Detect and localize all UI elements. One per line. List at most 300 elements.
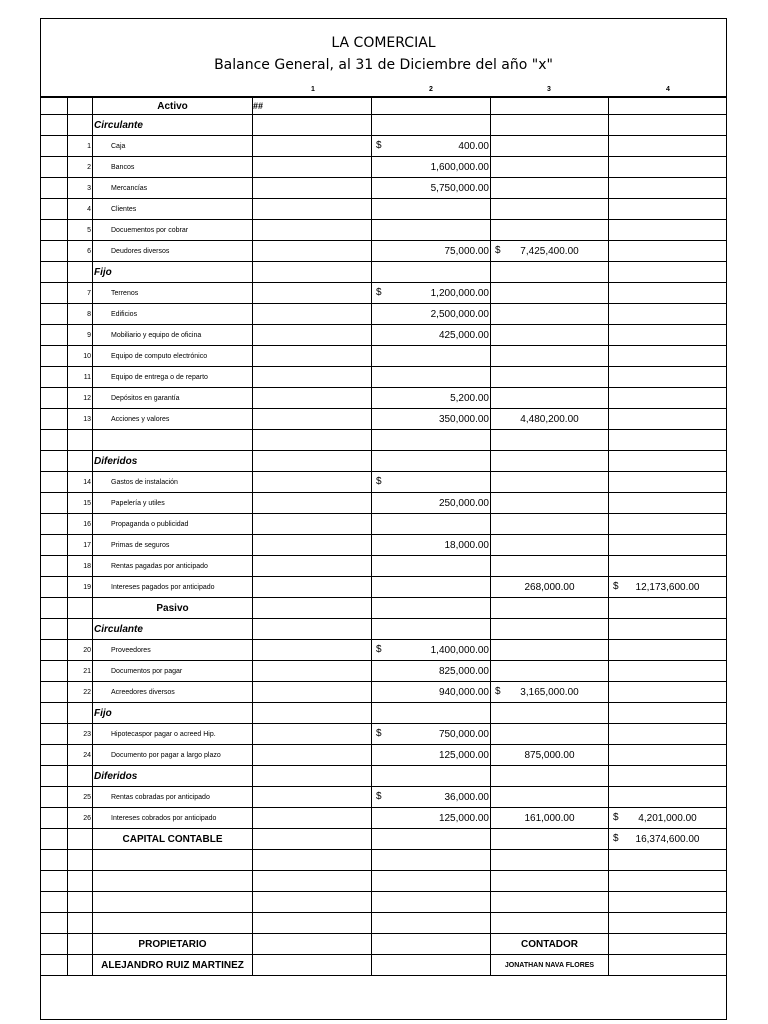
amount-cell: [491, 220, 609, 241]
amount-value: 2,500,000.00: [430, 308, 489, 320]
table-row: [41, 220, 727, 241]
cell: [41, 115, 68, 136]
row-number: 7: [68, 283, 93, 304]
table-row: [41, 136, 727, 157]
table-row: [41, 241, 727, 262]
cell: [93, 913, 253, 934]
cell: [253, 556, 372, 577]
account-name: Depósitos en garantía: [93, 388, 253, 409]
amount-cell: [609, 178, 727, 199]
cell: [41, 535, 68, 556]
amount-cell: [372, 787, 491, 808]
amount-cell: [609, 787, 727, 808]
title-row: [41, 598, 727, 619]
row-number: 8: [68, 304, 93, 325]
cell: [41, 829, 68, 850]
amount-value: 875,000.00: [524, 749, 575, 761]
table-row: [41, 157, 727, 178]
cell: [253, 955, 372, 976]
section-row: [41, 619, 727, 640]
amount-value: 350,000.00: [438, 413, 489, 425]
cell: [372, 598, 491, 619]
cell: [253, 115, 372, 136]
cell: [41, 808, 68, 829]
table-row: [41, 325, 727, 346]
amount-cell: [491, 514, 609, 535]
cell: [253, 703, 372, 724]
amount-cell: [491, 556, 609, 577]
table-row: [41, 409, 727, 430]
section-row: [41, 262, 727, 283]
cell: [609, 619, 727, 640]
cell: [41, 598, 68, 619]
amount-cell: [372, 199, 491, 220]
cell: [93, 430, 253, 451]
amount-cell: [491, 724, 609, 745]
cell: [253, 241, 372, 262]
amount-cell: [491, 241, 609, 262]
cell: [41, 472, 68, 493]
amount-cell: [491, 388, 609, 409]
table-row: [41, 493, 727, 514]
table-row: [41, 388, 727, 409]
cell: [41, 346, 68, 367]
row-number: 6: [68, 241, 93, 262]
amount-cell: [609, 514, 727, 535]
amount-cell: [372, 808, 491, 829]
amount-value: 16,374,600.00: [635, 833, 700, 845]
amount-cell: [491, 472, 609, 493]
cell: [253, 640, 372, 661]
cell: [253, 577, 372, 598]
cell: [253, 346, 372, 367]
amount-cell: [609, 304, 727, 325]
cell: [372, 871, 491, 892]
dollar-sign: $: [613, 833, 619, 844]
amount-cell: [491, 283, 609, 304]
table-row: [41, 661, 727, 682]
table-row: [41, 535, 727, 556]
cell: [372, 619, 491, 640]
amount-value: 12,173,600.00: [635, 581, 700, 593]
cell: [41, 871, 68, 892]
amount-cell: [372, 745, 491, 766]
cell: [41, 97, 68, 115]
cell: [372, 115, 491, 136]
amount-cell: [491, 136, 609, 157]
column-number-2: 2: [429, 86, 433, 93]
cell: [372, 766, 491, 787]
cell: [491, 766, 609, 787]
cell: [41, 556, 68, 577]
cell: [253, 934, 372, 955]
table-row: [41, 304, 727, 325]
amount-cell: [609, 808, 727, 829]
cell: [253, 871, 372, 892]
cell: [253, 829, 372, 850]
cell: [372, 829, 491, 850]
amount-value: 18,000.00: [444, 539, 489, 551]
row-number: 2: [68, 157, 93, 178]
section-heading: Diferidos: [93, 766, 253, 787]
row-number: 14: [68, 472, 93, 493]
amount-cell: [609, 241, 727, 262]
table-row: [41, 367, 727, 388]
cell: [41, 703, 68, 724]
cell: [253, 220, 372, 241]
group-title: Pasivo: [93, 598, 253, 619]
cell: [68, 955, 93, 976]
cell: [609, 703, 727, 724]
amount-cell: [491, 745, 609, 766]
amount-cell: [609, 283, 727, 304]
cell: [253, 199, 372, 220]
cell: [253, 787, 372, 808]
cell: [253, 619, 372, 640]
amount-cell: [609, 682, 727, 703]
table-row: [41, 472, 727, 493]
cell: [372, 850, 491, 871]
dollar-sign: $: [495, 245, 501, 256]
amount-cell: [609, 367, 727, 388]
section-heading: Circulante: [93, 115, 253, 136]
amount-cell: [372, 535, 491, 556]
cell: [253, 766, 372, 787]
account-name: Acreedores diversos: [93, 682, 253, 703]
account-name: Caja: [93, 136, 253, 157]
amount-cell: [609, 493, 727, 514]
amount-cell: [491, 808, 609, 829]
amount-cell: [372, 241, 491, 262]
section-heading: Fijo: [93, 703, 253, 724]
amount-value: 36,000.00: [444, 791, 489, 803]
account-name: Deudores diversos: [93, 241, 253, 262]
dollar-sign: $: [376, 287, 382, 298]
blank-row: [41, 430, 727, 451]
row-number: 22: [68, 682, 93, 703]
cell: [253, 682, 372, 703]
cell: [491, 451, 609, 472]
row-number: 26: [68, 808, 93, 829]
cell: [253, 514, 372, 535]
row-number: 15: [68, 493, 93, 514]
amount-cell: [372, 472, 491, 493]
amount-value: 400.00: [458, 140, 489, 152]
amount-cell: [372, 178, 491, 199]
cell: [491, 598, 609, 619]
row-number: 3: [68, 178, 93, 199]
cell: [609, 913, 727, 934]
dollar-sign: $: [376, 644, 382, 655]
cell: [41, 430, 68, 451]
table-row: [41, 556, 727, 577]
cell: [93, 850, 253, 871]
cell: [41, 787, 68, 808]
cell: [68, 262, 93, 283]
cell: [253, 661, 372, 682]
amount-cell: [609, 220, 727, 241]
row-number: 9: [68, 325, 93, 346]
amount-cell: [372, 157, 491, 178]
cell: [68, 850, 93, 871]
cell: [68, 115, 93, 136]
amount-value: 125,000.00: [438, 749, 489, 761]
amount-cell: [491, 787, 609, 808]
balance-table: [40, 96, 727, 976]
amount-value: 1,600,000.00: [430, 161, 489, 173]
cell: [253, 892, 372, 913]
amount-value: 250,000.00: [438, 497, 489, 509]
cell: [491, 115, 609, 136]
cell: [253, 388, 372, 409]
account-name: Edificios: [93, 304, 253, 325]
cell: [372, 892, 491, 913]
table-row: [41, 577, 727, 598]
table-row: [41, 745, 727, 766]
amount-cell: [372, 493, 491, 514]
blank-row: [41, 871, 727, 892]
dollar-sign: $: [613, 581, 619, 592]
cell: [68, 766, 93, 787]
accountant-title: CONTADOR: [491, 934, 609, 955]
cell: [41, 220, 68, 241]
amount-value: 4,480,200.00: [520, 413, 579, 425]
table-row: [41, 178, 727, 199]
cell: [93, 892, 253, 913]
cell: [41, 955, 68, 976]
dollar-sign: $: [376, 140, 382, 151]
cell: [253, 178, 372, 199]
account-name: Rentas pagadas por anticipado: [93, 556, 253, 577]
cell: [491, 829, 609, 850]
cell: [93, 871, 253, 892]
cell: [491, 913, 609, 934]
amount-cell: [609, 136, 727, 157]
account-name: Primas de seguros: [93, 535, 253, 556]
cell: [41, 577, 68, 598]
dollar-sign: $: [376, 476, 382, 487]
amount-value: 1,200,000.00: [430, 287, 489, 299]
cell: [68, 871, 93, 892]
table-row: [41, 514, 727, 535]
amount-value: 4,201,000.00: [638, 812, 697, 824]
cell: [372, 451, 491, 472]
cell: [68, 934, 93, 955]
amount-value: 1,400,000.00: [430, 644, 489, 656]
amount-value: 5,200.00: [450, 392, 489, 404]
section-heading: Circulante: [93, 619, 253, 640]
amount-cell: [609, 346, 727, 367]
cell: [41, 619, 68, 640]
cell: [41, 514, 68, 535]
amount-cell: [372, 283, 491, 304]
row-number: 21: [68, 661, 93, 682]
cell: [41, 262, 68, 283]
table-row: [41, 808, 727, 829]
amount-cell: [491, 346, 609, 367]
dollar-sign: $: [495, 686, 501, 697]
account-name: Acciones y valores: [93, 409, 253, 430]
cell: [253, 493, 372, 514]
cell: [491, 850, 609, 871]
cell: [41, 640, 68, 661]
amount-cell: [609, 199, 727, 220]
row-number: 16: [68, 514, 93, 535]
cell: [41, 766, 68, 787]
table-row: [41, 682, 727, 703]
cell: [253, 472, 372, 493]
cell: [609, 871, 727, 892]
cell: [253, 535, 372, 556]
amount-cell: [372, 220, 491, 241]
amount-cell: [491, 367, 609, 388]
account-name: Documentos por pagar: [93, 661, 253, 682]
cell: [609, 262, 727, 283]
account-name: Intereses cobrados por anticipado: [93, 808, 253, 829]
amount-value: 161,000.00: [524, 812, 575, 824]
amount-cell: [491, 577, 609, 598]
account-name: Docuementos por cobrar: [93, 220, 253, 241]
cell: [41, 724, 68, 745]
amount-value: 750,000.00: [438, 728, 489, 740]
row-number: 17: [68, 535, 93, 556]
table-row: [41, 199, 727, 220]
amount-cell: [372, 367, 491, 388]
account-name: Documento por pagar a largo plazo: [93, 745, 253, 766]
cell: [253, 913, 372, 934]
row-number: 20: [68, 640, 93, 661]
amount-cell: [609, 472, 727, 493]
account-name: Proveedores: [93, 640, 253, 661]
cell: [253, 745, 372, 766]
cell: [253, 850, 372, 871]
cell: [372, 955, 491, 976]
cell: [41, 367, 68, 388]
cell: [41, 325, 68, 346]
cell: [41, 388, 68, 409]
amount-value: 125,000.00: [438, 812, 489, 824]
blank-row: [41, 892, 727, 913]
company-name: LA COMERCIAL: [331, 35, 436, 51]
account-name: Rentas cobradas por anticipado: [93, 787, 253, 808]
row-number: 5: [68, 220, 93, 241]
cell: [41, 178, 68, 199]
row-number: 1: [68, 136, 93, 157]
amount-cell: [609, 724, 727, 745]
cell: [609, 115, 727, 136]
amount-cell: [609, 598, 727, 619]
table-row: [41, 640, 727, 661]
row-number: 11: [68, 367, 93, 388]
cell: [41, 661, 68, 682]
amount-cell: [491, 640, 609, 661]
amount-value: 3,165,000.00: [520, 686, 579, 698]
amount-value: 75,000.00: [444, 245, 489, 257]
dollar-sign: $: [613, 812, 619, 823]
dollar-sign: $: [376, 791, 382, 802]
cell: [253, 430, 372, 451]
cell: [609, 97, 727, 115]
amount-cell: [491, 157, 609, 178]
cell: [41, 283, 68, 304]
cell: [609, 430, 727, 451]
cell: [41, 892, 68, 913]
cell: [253, 451, 372, 472]
activo-header: Activo: [93, 97, 253, 115]
account-name: Mercancías: [93, 178, 253, 199]
amount-cell: [491, 304, 609, 325]
amount-cell: [372, 136, 491, 157]
cell: [609, 955, 727, 976]
account-name: Hipotecaspor pagar o acreed Hip.: [93, 724, 253, 745]
cell: [68, 97, 93, 115]
cell: [41, 199, 68, 220]
amount-cell: [609, 388, 727, 409]
amount-cell: [372, 304, 491, 325]
cell: [253, 808, 372, 829]
cell: [372, 913, 491, 934]
amount-cell: [491, 409, 609, 430]
cell: [253, 598, 372, 619]
cell: [253, 325, 372, 346]
cell: [41, 304, 68, 325]
amount-cell: [491, 661, 609, 682]
cell: [68, 598, 93, 619]
account-name: Propaganda o publicidad: [93, 514, 253, 535]
cell: [68, 430, 93, 451]
section-row: [41, 766, 727, 787]
section-row: [41, 451, 727, 472]
account-name: Gastos de instalación: [93, 472, 253, 493]
cell: [253, 409, 372, 430]
cell: [372, 430, 491, 451]
cell: [491, 871, 609, 892]
cell: [372, 934, 491, 955]
dollar-sign: $: [376, 728, 382, 739]
row-number: 24: [68, 745, 93, 766]
cell: [68, 703, 93, 724]
account-name: Mobiliario y equipo de oficina: [93, 325, 253, 346]
cell: [372, 703, 491, 724]
cell: [41, 241, 68, 262]
amount-cell: [372, 682, 491, 703]
amount-cell: [609, 325, 727, 346]
cell: [68, 451, 93, 472]
amount-value: 940,000.00: [438, 686, 489, 698]
cell: [41, 136, 68, 157]
amount-cell: [372, 577, 491, 598]
amount-cell: [491, 682, 609, 703]
row-number: 25: [68, 787, 93, 808]
column-number-3: 3: [547, 86, 551, 93]
account-name: Papelería y utiles: [93, 493, 253, 514]
cell: [491, 892, 609, 913]
amount-cell: [372, 388, 491, 409]
table-row: [41, 724, 727, 745]
table-row: [41, 787, 727, 808]
cell: [372, 262, 491, 283]
accountant-name: JONATHAN NAVA FLORES: [491, 955, 609, 976]
amount-cell: [372, 325, 491, 346]
row-number: 19: [68, 577, 93, 598]
sig1-row: [41, 934, 727, 955]
amount-cell: [372, 514, 491, 535]
cell: [253, 262, 372, 283]
owner-title: PROPIETARIO: [93, 934, 253, 955]
amount-cell: [609, 535, 727, 556]
cell: [253, 304, 372, 325]
cell: [491, 262, 609, 283]
